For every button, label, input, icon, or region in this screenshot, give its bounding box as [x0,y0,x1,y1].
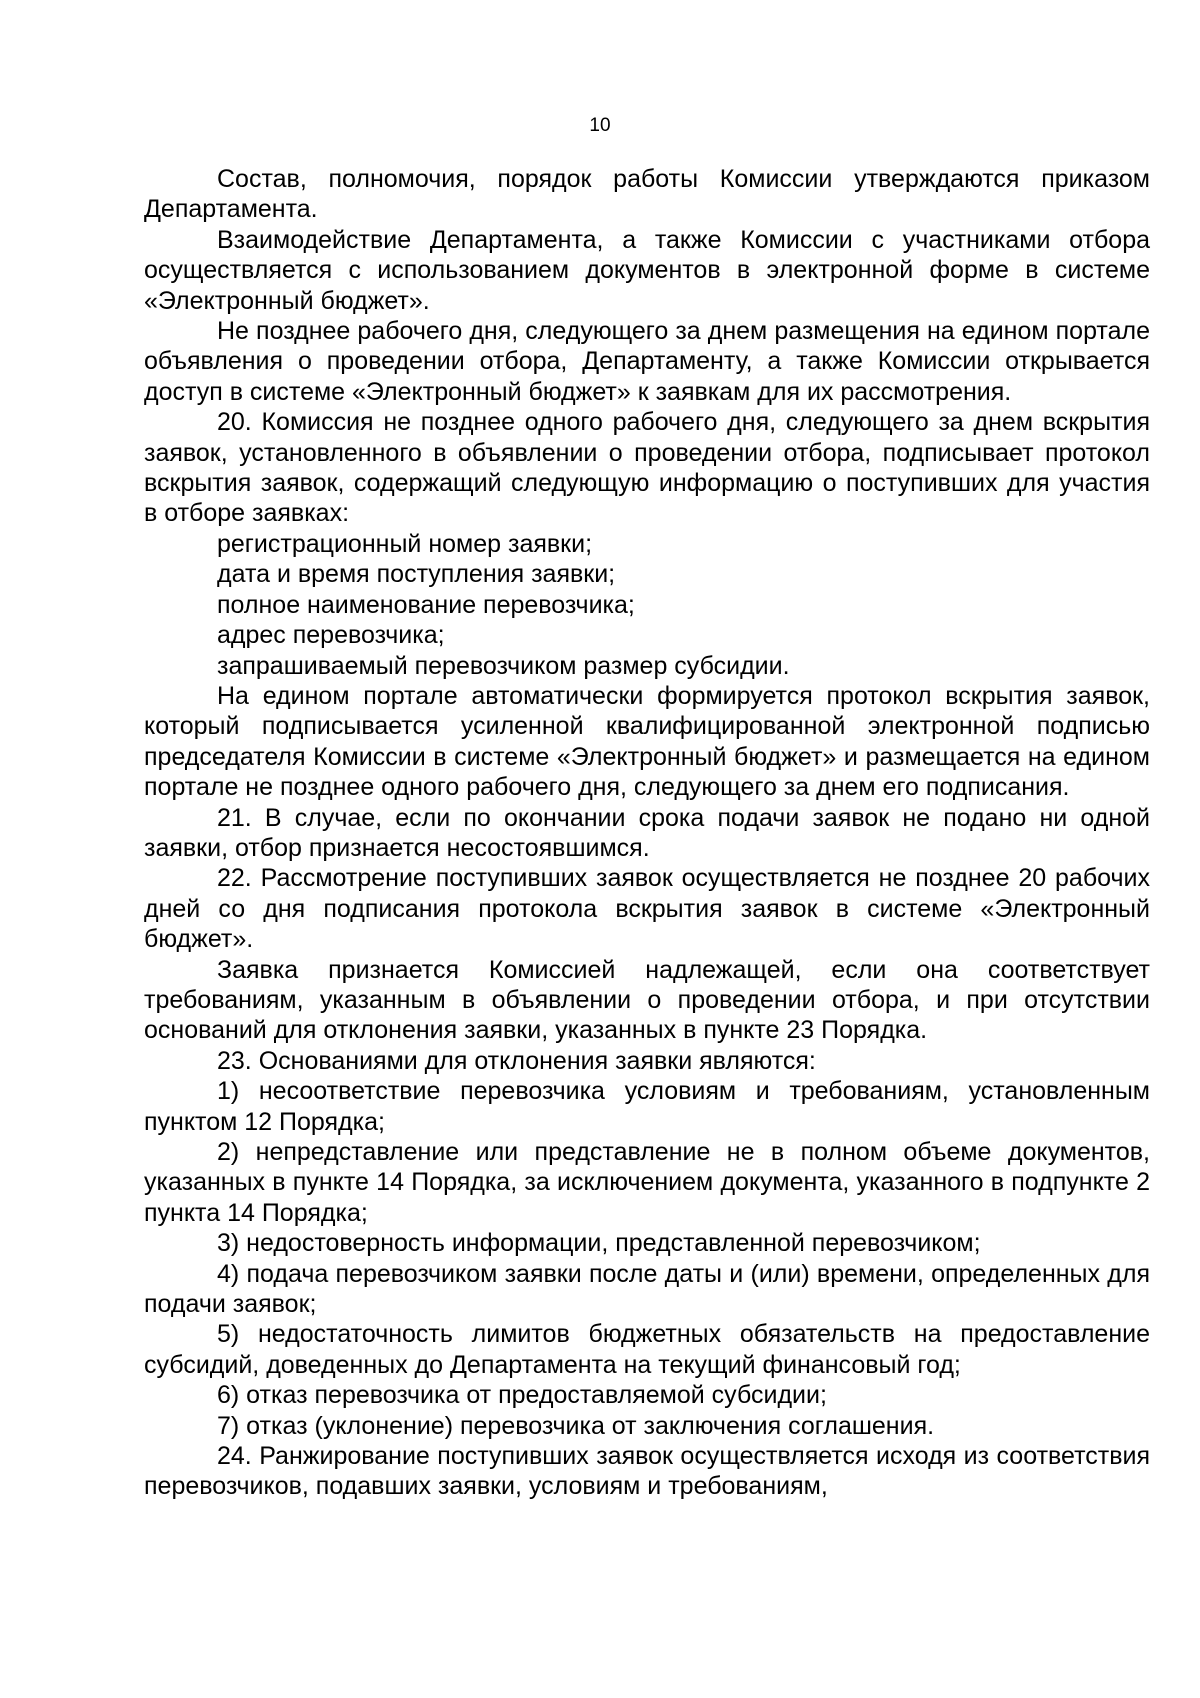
list-item: регистрационный номер заявки; [217,529,593,558]
list-item: 1) несоответствие перевозчика условиям и требованиям, установленным пунктом 12 Порядка; [144,1077,1150,1136]
list-item: адрес перевозчика; [217,621,445,650]
paragraph: Не позднее рабочего дня, следующего за днем размещения на едином портале объявления о проведении отбора, Департаменту, а также Комиссии открывается доступ в системе «Электронный бюджет» к заявкам для их рассмотрения. [144,317,1150,406]
page-number: 10 [589,115,611,136]
document-body [144,164,1150,1502]
paragraph: Заявка признается Комиссией надлежащей, если она соответствует требованиям, указанным в объявлении о проведении отбора, и при отсутствии оснований для отклонения заявки, указанных в пункте 23 Порядка. [144,955,1150,1045]
list-item: полное наименование перевозчика; [217,590,635,619]
paragraph: 22. Рассмотрение поступивших заявок осуществляется не позднее 20 рабочих дней со дня подписания протокола вскрытия заявок в системе «Электронный бюджет». [144,864,1150,954]
paragraph: Взаимодействие Департамента, а также Комиссии с участниками отбора осуществляется с использованием документов в электронной форме в системе «Электронный бюджет». [144,225,1150,315]
list-item: 4) подача перевозчиком заявки после даты и (или) времени, определенных для подачи заявок; [144,1259,1150,1319]
list-item: 6) отказ перевозчика от предоставляемой субсидии; [217,1381,827,1410]
paragraph: На едином портале автоматически формируется протокол вскрытия заявок, который подписывается усиленной квалифицированной электронной подписью председателя Комиссии в системе «Электронный бюджет» и размещается на едином портале не позднее одного рабочего дня, следующего за днем его подписания. [144,681,1150,802]
paragraph: 20. Комиссия не позднее одного рабочего дня, следующего за днем вскрытия заявок, установленного в объявлении о проведении отбора, подписывает протокол вскрытия заявок, содержащий следующую информацию о поступивших для участия в отборе заявках: [144,408,1150,528]
list-item: 7) отказ (уклонение) перевозчика от заключения соглашения. [217,1411,935,1440]
list-item: 5) недостаточность лимитов бюджетных обязательств на предоставление субсидий, доведенных до Департамента на текущий финансовый год; [144,1320,1150,1379]
paragraph: Состав, полномочия, порядок работы Комиссии утверждаются приказом Департамента. [144,165,1150,224]
list-item: 3) недостоверность информации, представленной перевозчиком; [217,1229,981,1258]
list-item: дата и время поступления заявки; [217,560,616,589]
paragraph: 23. Основаниями для отклонения заявки являются: [217,1046,816,1075]
list-item: запрашиваемый перевозчиком размер субсидии. [217,651,790,680]
paragraph: 24. Ранжирование поступивших заявок осуществляется исходя из соответствия перевозчиков, подавших заявки, условиям и требованиям, [144,1442,1150,1501]
paragraph: 21. В случае, если по окончании срока подачи заявок не подано ни одной заявки, отбор признается несостоявшимся. [144,803,1150,862]
list-item: 2) непредставление или представление не в полном объеме документов, указанных в пункте 14 Порядка, за исключением документа, указанного в подпункте 2 пункта 14 Порядка; [144,1138,1150,1227]
